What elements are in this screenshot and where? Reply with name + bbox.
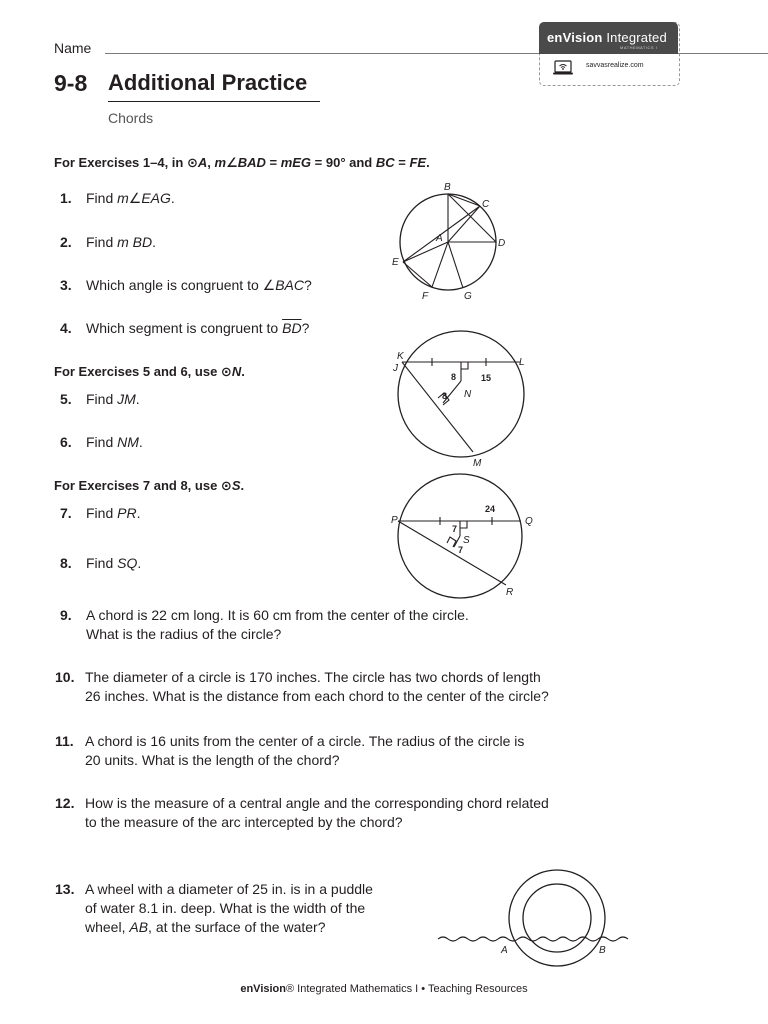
label-f: F — [422, 291, 429, 302]
label-s: S — [463, 535, 470, 546]
label-n: N — [464, 389, 472, 400]
question-8: 8. Find SQ. — [60, 555, 142, 571]
question-12: 12. How is the measure of a central angle and the corresponding chord related to the measure of the arc intercepted by the chord? — [55, 795, 549, 830]
name-label: Name — [54, 40, 92, 56]
label-p: P — [391, 515, 398, 526]
label-k: K — [397, 351, 404, 362]
title-underline — [108, 101, 320, 102]
page-title: Additional Practice — [108, 70, 308, 95]
label-r: R — [506, 587, 514, 598]
label-c: C — [482, 199, 490, 210]
label-24: 24 — [485, 504, 496, 514]
instructions-7-8: For Exercises 7 and 8, use ⊙S. — [54, 478, 245, 493]
brand-name-light: Integrated — [606, 30, 667, 45]
figure-circle-s — [388, 472, 538, 600]
question-7: 7. Find PR. — [60, 505, 141, 521]
figure-circle-a — [385, 178, 520, 308]
label-7-top: 7 — [452, 524, 458, 534]
question-5: 5. Find JM. — [60, 391, 140, 407]
instructions-5-6: For Exercises 5 and 6, use ⊙N. — [54, 364, 245, 379]
label-8-top: 8 — [451, 372, 457, 382]
question-1: 1. Find m∠EAG. — [60, 190, 175, 206]
figure-circle-n — [385, 325, 535, 470]
label-7-bottom: 7 — [458, 545, 464, 555]
brand-tagline: MATHEMATICS I — [620, 45, 658, 50]
lesson-number: 9-8 — [54, 70, 88, 96]
question-10: 10. The diameter of a circle is 170 inches. The circle has two chords of length 26 inches. What is the distance from each chord to the center of the circle? — [55, 669, 549, 704]
label-a: A — [436, 233, 443, 244]
brand-name-bold: enVision — [547, 30, 603, 45]
page-footer: enVision® Integrated Mathematics I • Teaching Resources — [240, 983, 528, 995]
question-6: 6. Find NM. — [60, 434, 143, 450]
label-q: Q — [525, 516, 533, 527]
label-e: E — [392, 257, 399, 268]
label-b: B — [444, 182, 451, 193]
question-9: 9. A chord is 22 cm long. It is 60 cm from the center of the circle. What is the radius of the circle? — [60, 607, 469, 642]
question-4: 4. Which segment is congruent to $\overline{BD}$? — [60, 320, 310, 336]
label-a-wheel: A — [501, 945, 508, 956]
question-2: 2. Find m BD. — [60, 234, 157, 250]
label-8-mid: 8 — [442, 391, 448, 401]
site-url: savvasrealize.com — [586, 62, 644, 69]
instructions-1-4: For Exercises 1–4, in ⊙A, m∠BAD = mEG = 90° and BC = FE. — [54, 155, 430, 170]
brand-name — [547, 30, 667, 45]
label-d: D — [498, 238, 506, 249]
question-3: 3. Which angle is congruent to ∠BAC? — [60, 277, 312, 293]
question-11: 11. A chord is 16 units from the center of a circle. The radius of the circle is 20 units. What is the length of the chord? — [55, 733, 525, 768]
label-b-wheel: B — [599, 945, 606, 956]
label-g: G — [464, 291, 472, 302]
label-j: J — [393, 363, 398, 374]
laptop-wifi-icon — [552, 60, 574, 76]
figure-wheel — [433, 868, 633, 974]
question-13: 13. A wheel with a diameter of 25 in. is in a puddle of water 8.1 in. deep. What is the width of the wheel, AB, at the surface of the water? — [55, 881, 373, 935]
label-15: 15 — [481, 373, 492, 383]
page-subtitle: Chords — [108, 110, 154, 126]
label-l: L — [519, 357, 525, 368]
label-m: M — [473, 458, 482, 469]
